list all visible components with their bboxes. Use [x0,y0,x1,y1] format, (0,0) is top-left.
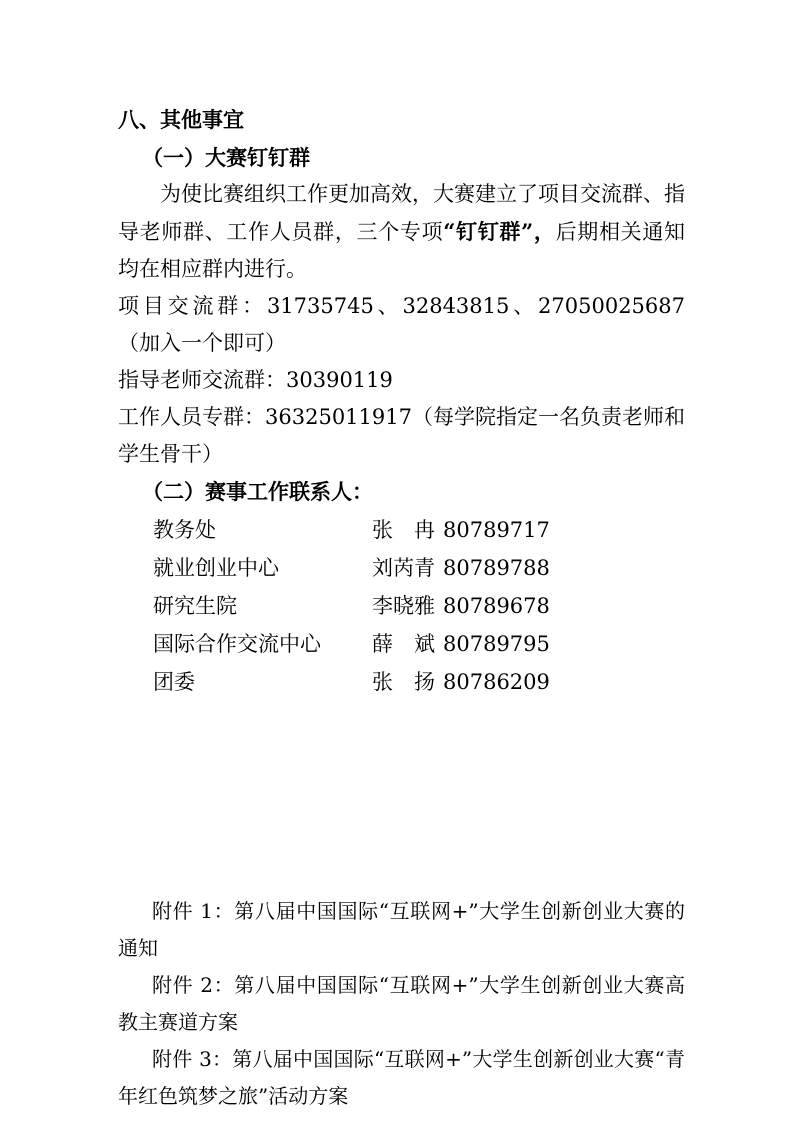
contact-phone: 80786209 [443,670,550,694]
document-content [118,102,685,1115]
contact-name: 李晓雅 [372,594,435,618]
section1-paragraph [118,176,685,288]
group-line-project: 项目交流群：31735745、32843815、27050025687（加入一个即可） [118,294,685,355]
contact-row [118,549,685,587]
attachment-item-2: 附件 2：第八届中国国际“互联网+”大学生创新创业大赛高教主赛道方案 [118,973,685,1034]
section-heading: 八、其他事宜 [118,108,244,132]
paragraph-bold-text: “钉钉群”， [443,219,556,244]
contact-name: 张 扬 [372,670,435,694]
paragraph-text-after: 后期相关通知均在相应群内进行。 [118,220,686,281]
contact-name: 张 冉 [372,518,435,542]
contact-row [118,587,685,625]
subsection-2-title: （二）赛事工作联系人： [142,479,373,504]
contact-department: 团委 [153,670,195,694]
contact-list [118,511,685,701]
contact-name: 薛 斌 [372,632,435,656]
contact-phone: 80789795 [443,632,550,656]
subsection-1-title: （一）大赛钉钉群 [142,145,310,170]
attachment-item-1: 附件 1：第八届中国国际“互联网+”大学生创新创业大赛的通知 [118,899,685,960]
contact-phone: 80789717 [443,518,550,542]
contact-phone: 80789788 [443,556,550,580]
contact-department: 就业创业中心 [153,556,279,580]
contact-department: 国际合作交流中心 [153,632,321,656]
group-line-teacher: 指导老师交流群：30390119 [118,368,393,392]
contact-row [118,663,685,701]
group-line-staff: 工作人员专群：36325011917（每学院指定一名负责老师和学生骨干） [118,405,685,466]
contact-department: 教务处 [153,518,216,542]
contact-row [118,511,685,549]
blank-gap [118,701,685,893]
paragraph-text-before: 为使比赛组织工作更加高效，大赛建立了项目交流群、指导老师群、工作人员群，三个专项 [118,182,685,244]
attachment-item-3: 附件 3：第八届中国国际“互联网+”大学生创新创业大赛“青年红色筑梦之旅”活动方案 [118,1047,685,1108]
contact-row [118,625,685,663]
contact-name: 刘芮青 [372,556,435,580]
contact-department: 研究生院 [153,594,237,618]
contact-phone: 80789678 [443,594,550,618]
